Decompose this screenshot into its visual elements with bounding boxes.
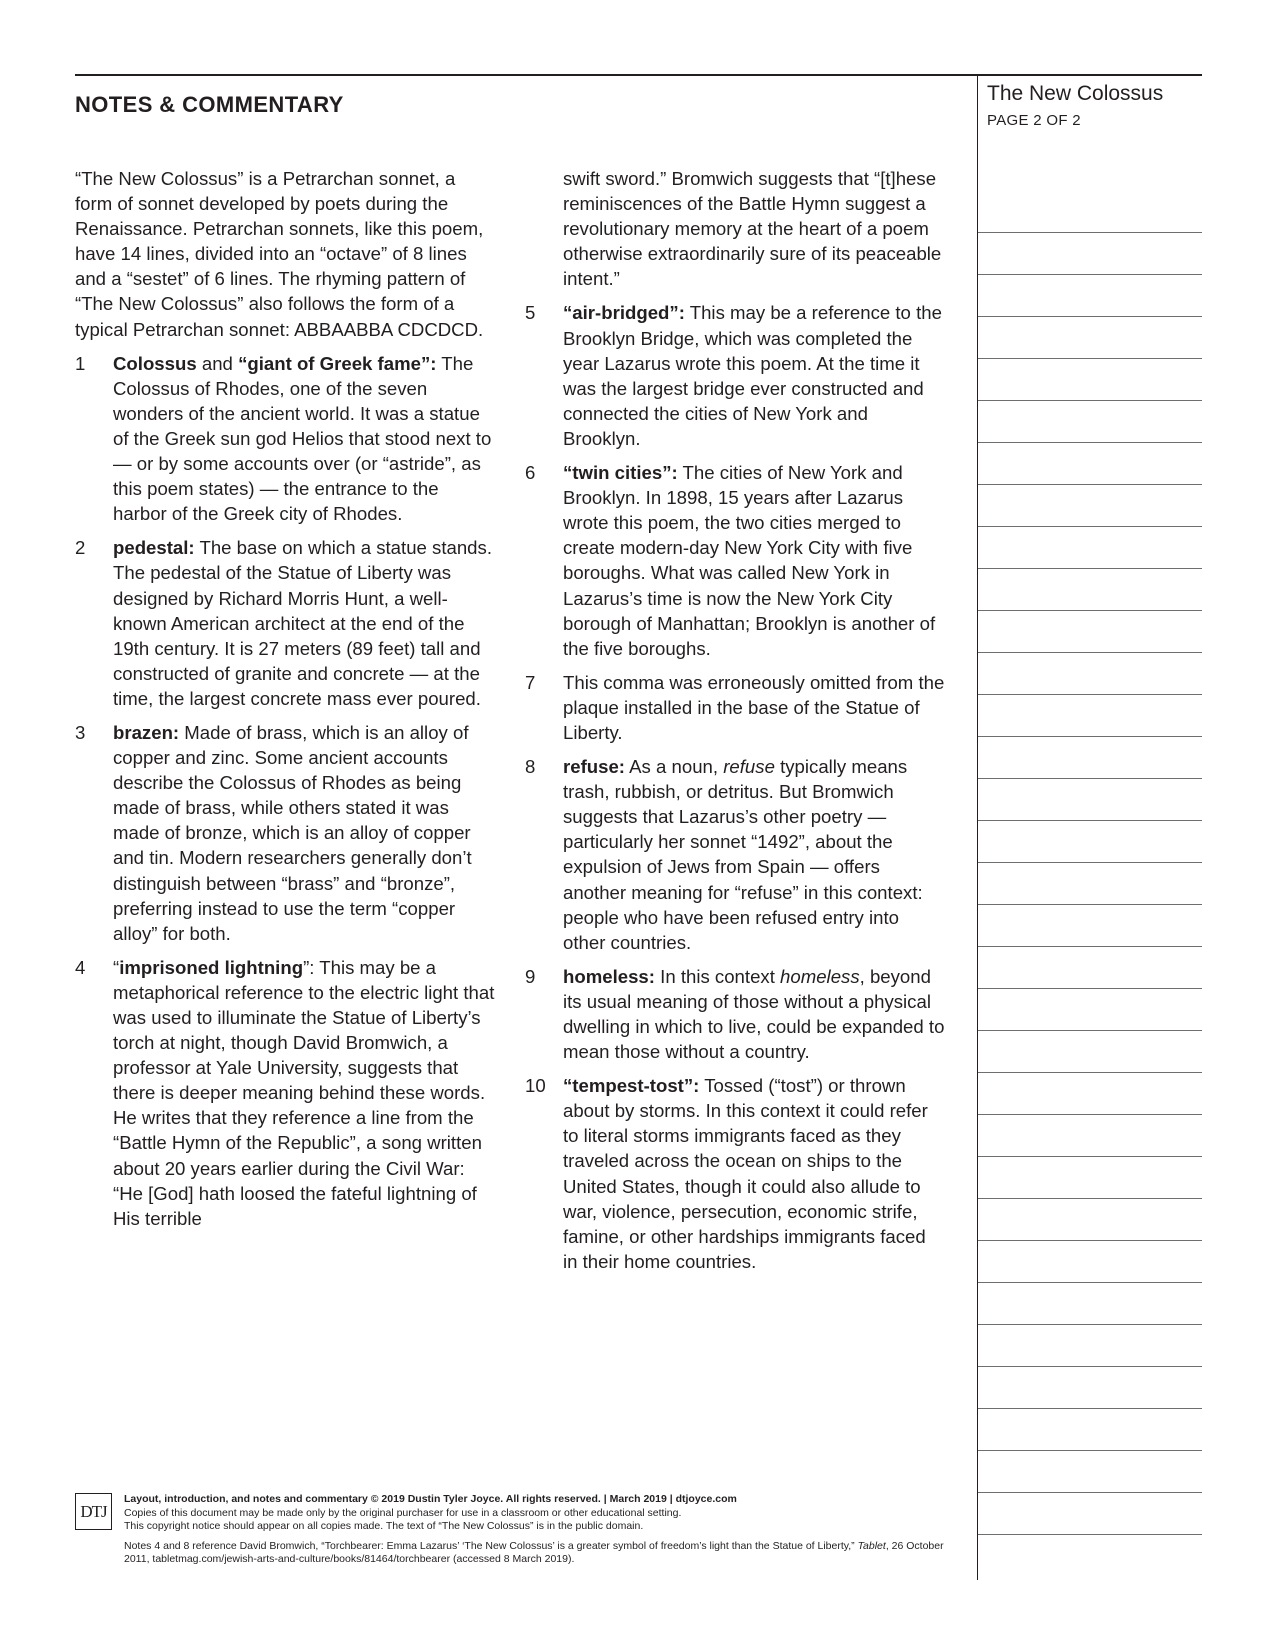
- dtj-logo: DTJ: [75, 1493, 112, 1530]
- note-line: [978, 401, 1202, 443]
- note-line: [978, 1451, 1202, 1493]
- note-number: 9: [525, 965, 536, 987]
- note-line: [978, 1283, 1202, 1325]
- note-term: “air-bridged”:: [563, 302, 685, 324]
- note-line: [978, 485, 1202, 527]
- note-line: [978, 863, 1202, 905]
- note-line: [978, 275, 1202, 317]
- section-title: NOTES & COMMENTARY: [75, 92, 344, 117]
- top-rule: [75, 74, 1202, 76]
- permission-line: This copyright notice should appear on all copies made. The text of “The New Colossus” is in the public domain.: [124, 1520, 644, 1533]
- note-number: 1: [75, 352, 86, 374]
- note-text: typically means trash, rubbish, or detritus. But Bromwich suggests that Lazarus’s other poetry — particularly her sonnet “1492”, about the expulsion of Jews from Spain — offers another meaning for “refuse” in this context: people who have been refused entry into other countries.: [563, 756, 923, 953]
- note-text: As a noun,: [625, 756, 724, 778]
- note-open-quote: “: [113, 956, 120, 978]
- note-4-continued: [525, 166, 945, 291]
- note-line: [978, 947, 1202, 989]
- note-line: [978, 1115, 1202, 1157]
- note-number: 8: [525, 756, 536, 778]
- note-line: [978, 233, 1202, 275]
- note-line: [978, 317, 1202, 359]
- note-5: [525, 300, 945, 451]
- note-text: In this context: [654, 965, 781, 987]
- note-text: The base on which a statue stands. The pedestal of the Statue of Liberty was designed by Richard Morris Hunt, a well-known American architect at the end of the 19th century. It is 27 meters (89 feet) tall and constructed of granite and concrete — at the time, the largest concrete mass ever poured.: [113, 537, 492, 709]
- note-line: [978, 1325, 1202, 1367]
- note-number: 4: [75, 956, 86, 978]
- note-line: [978, 695, 1202, 737]
- note-9: [525, 964, 945, 1064]
- note-1: [75, 351, 495, 527]
- note-line: [978, 821, 1202, 863]
- note-number: 5: [525, 302, 536, 324]
- note-7: [525, 670, 945, 745]
- note-line: [978, 359, 1202, 401]
- note-number: 7: [525, 671, 536, 693]
- copyright-line: Layout, introduction, and notes and commentary © 2019 Dustin Tyler Joyce. All rights reserved. | March 2019 | dtjoyce.com: [124, 1493, 737, 1505]
- intro-paragraph: “The New Colossus” is a Petrarchan sonnet, a form of sonnet developed by poets during the Renaissance. Petrarchan sonnets, like this poem, have 14 lines, divided into an “octave” of 8 lines and a “sestet” of 6 lines. The rhyming pattern of “The New Colossus” also follows the form of a typical Petrarchan sonnet: ABBAABBA CDCDCD.: [75, 168, 484, 340]
- note-line: [978, 653, 1202, 695]
- note-text: The cities of New York and Brooklyn. In 1898, 15 years after Lazarus wrote this poem, the two cities merged to create modern-day New York City with five boroughs. What was called New York in Lazarus’s time is now the New York City borough of Manhattan; Brooklyn is another of the five boroughs.: [563, 462, 936, 659]
- note-number: 10: [525, 1075, 546, 1097]
- note-term: Colossus: [113, 352, 197, 374]
- note-text: Tossed (“tost”) or thrown about by storms. In this context it could refer to literal storms immigrants faced as they traveled across the ocean on ships to the United States, though it could also allude to war, violence, persecution, economic strife, famine, or other hardships immigrants faced in their home countries.: [563, 1075, 928, 1272]
- publication-name: Tablet: [857, 1539, 886, 1552]
- note-number: 2: [75, 537, 86, 559]
- note-line: [978, 443, 1202, 485]
- reference-text: Notes 4 and 8 reference David Bromwich, “Torchbearer: Emma Lazarus’ ‘The New Colossus’ is a greater symbol of freedom’s light than the Statue of Liberty,”: [124, 1539, 855, 1552]
- note-line: [978, 1493, 1202, 1535]
- document-title: The New Colossus: [987, 82, 1164, 105]
- note-line: [978, 779, 1202, 821]
- note-10: [525, 1073, 945, 1274]
- note-term: “tempest-tost”:: [563, 1075, 700, 1097]
- note-term: imprisoned lightning: [119, 956, 304, 978]
- note-line: [978, 1241, 1202, 1283]
- note-line: [978, 1157, 1202, 1199]
- left-column: [75, 166, 495, 1240]
- note-line: [978, 1199, 1202, 1241]
- note-text: The Colossus of Rhodes, one of the seven wonders of the ancient world. It was a statue of the Greek sun god Helios that stood next to — or by some accounts over (or “astride”, as this poem states) — the entrance to the harbor of the Greek city of Rhodes.: [113, 352, 492, 525]
- note-term: “giant of Greek fame”:: [238, 352, 437, 374]
- note-term: refuse:: [563, 756, 626, 778]
- note-line: [978, 569, 1202, 611]
- reference-text: , 26 October 2011, tabletmag.com/jewish-arts-and-culture/books/81464/torchbearer (accessed 8 March 2019).: [124, 1539, 944, 1566]
- note-line: [978, 905, 1202, 947]
- note-text: Made of brass, which is an alloy of copper and zinc. Some ancient accounts describe the Colossus of Rhodes as being made of brass, while others stated it was made of bronze, which is an alloy of copper and tin. Modern researchers generally don’t distinguish between “brass” and “bronze”, preferring instead to use the term “copper alloy” for both.: [113, 721, 472, 944]
- note-joiner: and: [196, 352, 239, 374]
- right-column: [525, 166, 945, 1283]
- note-italic: refuse: [723, 756, 775, 778]
- note-line: [978, 1409, 1202, 1451]
- margin-note-lines: [978, 191, 1202, 1535]
- page-indicator: PAGE 2 OF 2: [987, 112, 1081, 129]
- note-number: 6: [525, 462, 536, 484]
- note-line: [978, 1367, 1202, 1409]
- note-line: [978, 611, 1202, 653]
- reference-line: [124, 1540, 954, 1567]
- note-4: [75, 955, 495, 1231]
- note-line: [978, 1073, 1202, 1115]
- note-6: [525, 460, 945, 661]
- note-2: [75, 535, 495, 711]
- note-text: swift sword.” Bromwich suggests that “[t]hese reminiscences of the Battle Hymn suggest a revolutionary memory at the heart of a poem otherwise extraordinarily sure of its peaceable intent.”: [563, 168, 942, 290]
- note-8: [525, 754, 945, 955]
- note-close-quote: ”:: [303, 956, 315, 978]
- note-line: [978, 191, 1202, 233]
- note-number: 3: [75, 721, 86, 743]
- note-term: homeless:: [563, 965, 655, 987]
- note-term: pedestal:: [113, 537, 195, 559]
- note-italic: homeless: [780, 965, 860, 987]
- note-line: [978, 527, 1202, 569]
- permission-line: Copies of this document may be made only by the original purchaser for use in a classroom or other educational setting.: [124, 1506, 682, 1519]
- note-line: [978, 989, 1202, 1031]
- note-3: [75, 720, 495, 946]
- note-text: This comma was erroneously omitted from the plaque installed in the base of the Statue of Liberty.: [563, 671, 945, 743]
- note-line: [978, 737, 1202, 779]
- note-line: [978, 1031, 1202, 1073]
- footer-text: [124, 1493, 954, 1567]
- note-term: brazen:: [113, 721, 180, 743]
- note-text: , beyond its usual meaning of those without a physical dwelling in which to live, could be expanded to mean those without a country.: [563, 965, 945, 1063]
- note-term: “twin cities”:: [563, 462, 678, 484]
- note-text: This may be a reference to the Brooklyn Bridge, which was completed the year Lazarus wrote this poem. At the time it was the largest bridge ever constructed and connected the cities of New York and Brooklyn.: [563, 302, 942, 449]
- note-text: This may be a metaphorical reference to the electric light that was used to illuminate the Statue of Liberty’s torch at night, though David Bromwich, a professor at Yale University, suggests that there is deeper meaning behind these words. He writes that they reference a line from the “Battle Hymn of the Republic”, a song written about 20 years earlier during the Civil War: “He [God] hath loosed the fateful lightning of His terrible: [113, 956, 495, 1229]
